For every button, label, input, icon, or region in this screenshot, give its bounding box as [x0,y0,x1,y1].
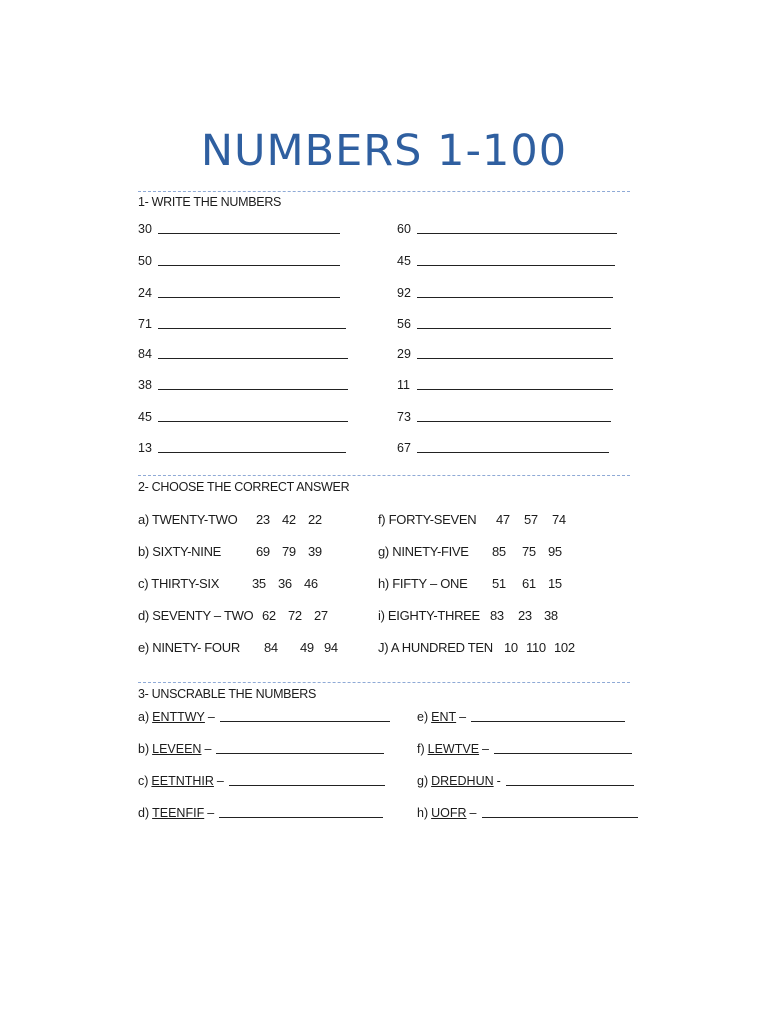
answer-option[interactable]: 85 [492,544,506,559]
answer-option[interactable]: 57 [524,512,538,527]
item-label: f) [417,742,425,756]
answer-option[interactable]: 39 [308,544,322,559]
scrambled-word: UOFR [431,806,467,820]
answer-blank[interactable] [417,421,611,422]
dash-separator: – [204,742,212,756]
number-label: 56 [397,317,411,331]
answer-option[interactable]: 42 [282,512,296,527]
number-label: 29 [397,347,411,361]
write-number-row [397,254,615,268]
answer-blank[interactable] [216,753,384,754]
write-number-row [138,347,348,361]
answer-blank[interactable] [219,817,383,818]
answer-option[interactable]: 62 [262,608,276,623]
section3-heading: 3- UNSCRABLE THE NUMBERS [138,687,317,701]
number-label: 13 [138,441,152,455]
write-number-row [138,441,346,455]
number-label: 67 [397,441,411,455]
number-label: 73 [397,410,411,424]
number-label: 84 [138,347,152,361]
scramble-row [138,742,384,756]
answer-blank[interactable] [494,753,632,754]
answer-blank[interactable] [417,233,617,234]
number-label: 38 [138,378,152,392]
write-number-row [397,441,609,455]
number-label: 71 [138,317,152,331]
question-prompt: c) THIRTY-SIX [138,576,220,591]
dash-separator: – [216,774,224,788]
answer-option[interactable]: 23 [256,512,270,527]
question-row [138,544,378,562]
answer-option[interactable]: 95 [548,544,562,559]
answer-blank[interactable] [220,721,390,722]
write-number-row [397,378,613,392]
item-label: a) [138,710,150,724]
answer-blank[interactable] [158,265,340,266]
scrambled-word: EETNTHIR [151,774,214,788]
answer-blank[interactable] [506,785,634,786]
question-prompt: f) FORTY-SEVEN [378,512,477,527]
answer-option[interactable]: 49 [300,640,314,655]
answer-option[interactable]: 94 [324,640,338,655]
divider-1 [138,191,630,192]
answer-option[interactable]: 75 [522,544,536,559]
number-label: 45 [397,254,411,268]
write-number-row [138,410,348,424]
number-label: 60 [397,222,411,236]
write-number-row [397,222,617,236]
answer-option[interactable]: 51 [492,576,506,591]
answer-option[interactable]: 22 [308,512,322,527]
dash-separator: – [482,742,489,756]
question-prompt: h) FIFTY – ONE [378,576,468,591]
dash-separator: - [496,774,501,788]
write-number-row [138,222,340,236]
answer-option[interactable]: 69 [256,544,270,559]
write-number-row [138,254,340,268]
answer-blank[interactable] [471,721,625,722]
write-number-row [397,410,611,424]
scrambled-word: ENT [431,710,457,724]
number-label: 92 [397,286,411,300]
question-row [138,576,378,594]
answer-option[interactable]: 79 [282,544,296,559]
scramble-row [417,742,632,756]
answer-blank[interactable] [417,297,613,298]
answer-option[interactable]: 27 [314,608,328,623]
section1-heading: 1- WRITE THE NUMBERS [138,195,282,209]
item-label: g) [417,774,429,788]
number-label: 45 [138,410,152,424]
answer-option[interactable]: 84 [264,640,278,655]
answer-option[interactable]: 61 [522,576,536,591]
answer-option[interactable]: 23 [518,608,532,623]
question-prompt: i) EIGHTY-THREE [378,608,480,623]
scramble-row [138,806,383,820]
divider-3 [138,682,630,683]
answer-blank[interactable] [158,358,348,359]
dash-separator: – [459,710,467,724]
answer-option[interactable]: 36 [278,576,292,591]
answer-blank[interactable] [158,452,346,453]
question-row [378,640,618,658]
write-number-row [138,286,340,300]
write-number-row [138,378,348,392]
answer-blank[interactable] [417,358,613,359]
question-prompt: a) TWENTY-TWO [138,512,238,527]
write-number-row [138,317,346,331]
answer-blank[interactable] [158,421,348,422]
answer-blank[interactable] [417,265,615,266]
answer-option[interactable]: 83 [490,608,504,623]
dash-separator: – [207,806,215,820]
answer-blank[interactable] [417,328,611,329]
answer-blank[interactable] [158,389,348,390]
question-row [378,544,618,562]
answer-blank[interactable] [482,817,638,818]
answer-option[interactable]: 74 [552,512,566,527]
answer-option[interactable]: 38 [544,608,558,623]
number-label: 30 [138,222,152,236]
question-row [378,512,618,530]
answer-blank[interactable] [158,328,346,329]
answer-option[interactable]: 72 [288,608,302,623]
question-row [378,576,618,594]
dash-separator: – [207,710,215,724]
scrambled-word: TEENFIF [152,806,205,820]
number-label: 11 [397,378,410,392]
answer-option[interactable]: 47 [496,512,510,527]
answer-blank[interactable] [417,452,609,453]
question-prompt: d) SEVENTY – TWO [138,608,254,623]
dash-separator: – [469,806,477,820]
scramble-row [138,774,385,788]
item-label: b) [138,742,150,756]
section2-heading: 2- CHOOSE THE CORRECT ANSWER [138,480,350,494]
answer-blank[interactable] [158,297,340,298]
answer-option[interactable]: 10 [504,640,518,655]
question-row [138,512,378,530]
write-number-row [397,286,613,300]
question-row [138,640,378,658]
answer-blank[interactable] [229,785,385,786]
scramble-row [417,710,625,724]
write-number-row [397,317,611,331]
question-prompt: g) NINETY-FIVE [378,544,469,559]
scrambled-word: DREDHUN [431,774,494,788]
question-prompt: e) NINETY- FOUR [138,640,240,655]
number-label: 24 [138,286,152,300]
question-row [138,608,378,626]
answer-option[interactable]: 46 [304,576,318,591]
scramble-row [417,806,638,820]
divider-2 [138,475,630,476]
item-label: d) [138,806,150,820]
scramble-row [138,710,390,724]
item-label: e) [417,710,429,724]
write-number-row [397,347,613,361]
question-prompt: b) SIXTY-NINE [138,544,222,559]
answer-option[interactable]: 110 [526,640,546,655]
answer-option[interactable]: 15 [548,576,562,591]
item-label: h) [417,806,429,820]
answer-option[interactable]: 35 [252,576,266,591]
scrambled-word: LEVEEN [152,742,202,756]
answer-option[interactable]: 102 [554,640,575,655]
item-label: c) [138,774,149,788]
question-row [378,608,618,626]
question-prompt: J) A HUNDRED TEN [378,640,493,655]
scramble-row [417,774,634,788]
worksheet-title: NUMBERS 1-100 [200,126,568,176]
scrambled-word: ENTTWY [152,710,205,724]
answer-blank[interactable] [158,233,340,234]
scrambled-word: LEWTVE [427,742,480,756]
answer-blank[interactable] [417,389,613,390]
number-label: 50 [138,254,152,268]
